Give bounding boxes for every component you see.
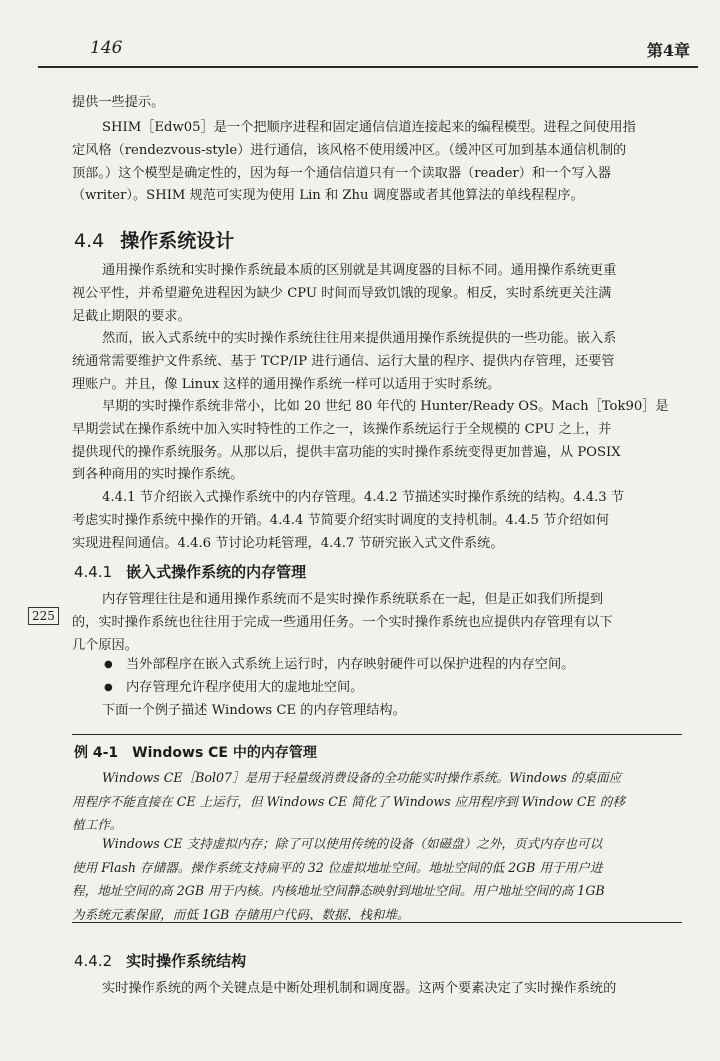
- example-top-rule: [72, 734, 682, 735]
- section-title: 嵌入式操作系统的内存管理: [126, 563, 307, 581]
- text-line: 定风格（rendezvous-style）进行通信，该风格不使用缓冲区。（缓冲区可加到基本通信机制的: [72, 142, 627, 158]
- text-line: 程，地址空间的高 2GB 用于内核。内核地址空间静态映射到地址空间。用户地址空间的高 1GB: [72, 883, 605, 898]
- example-bottom-rule: [72, 922, 682, 923]
- section-number: 4.4: [74, 230, 105, 252]
- text-line: 植工作。: [72, 817, 123, 832]
- chapter-label: 第4章: [646, 41, 690, 60]
- text-line: 4.4.1 节介绍嵌入式操作系统中的内存管理。4.4.2 节描述实时操作系统的结构。4.4.3 节: [102, 490, 625, 505]
- text-line: 统通常需要维护文件系统、基于 TCP/IP 进行通信、运行大量的程序、提供内存管理，还要管: [72, 353, 615, 369]
- header-rule: [38, 66, 698, 68]
- bullet-list: [104, 654, 684, 700]
- section-title: 操作系统设计: [120, 230, 235, 252]
- text-line: 早期尝试在操作系统中加入实时特性的工作之一，该操作系统运行于全规模的 CPU 之上，并: [72, 421, 612, 437]
- text-line: 的，实时操作系统也往往用于完成一些通用任务。一个实时操作系统也应提供内存管理有以下: [72, 614, 613, 630]
- text-line: 理账户。并且，像 Linux 这样的通用操作系统一样可以适用于实时系统。: [72, 376, 501, 392]
- section-number: 4.4.2: [74, 952, 113, 970]
- example-paragraph-2: [72, 832, 682, 926]
- example-heading: Windows CE 中的内存管理: [132, 745, 317, 761]
- text-line: 顶部。）这个模型是确定性的，因为每一个通信信道只有一个读取器（reader）和一个写入器: [72, 165, 612, 181]
- section-title: 实时操作系统结构: [126, 952, 247, 970]
- text-line: 为系统元素保留，而低 1GB 存储用户代码、数据、栈和堆。: [72, 906, 410, 922]
- text-line: 视公平性，并希望避免进程因为缺少 CPU 时间而导致饥饿的现象。相反，实时系统更关注满: [72, 285, 612, 301]
- section-4-4-paragraph-1: [72, 260, 682, 328]
- section-4-4-paragraph-3: [72, 396, 682, 487]
- list-item: ● 当外部程序在嵌入式系统上运行时，内存映射硬件可以保护进程的内存空间。: [104, 654, 684, 677]
- section-heading-4-4-1: [74, 561, 306, 582]
- text-line: 用程序不能直接在 CE 上运行，但 Windows CE 简化了 Windows 应用程序到 Window CE 的移: [72, 793, 625, 809]
- text-line: （writer）。SHIM 规范可实现为使用 Lin 和 Zhu 调度器或者其他算法的单线程程序。: [72, 188, 584, 204]
- text-line: 几个原因。: [72, 637, 138, 653]
- section-number: 4.4.1: [74, 563, 113, 581]
- intro-paragraph-1: [72, 92, 682, 115]
- section-4-4-1-paragraph: [72, 589, 682, 657]
- section-heading-4-4: [74, 226, 234, 253]
- text-line: Windows CE［Bol07］是用于轻量级消费设备的全功能实时操作系统。Windows 的桌面应: [102, 770, 622, 785]
- margin-page-reference: 225: [28, 607, 59, 625]
- example-paragraph-1: [72, 766, 682, 837]
- section-4-4-paragraph-4: [72, 487, 682, 555]
- text-line: Windows CE 支持虚拟内存；除了可以使用传统的设备（如磁盘）之外，页式内存也可以: [102, 836, 603, 851]
- page-number: 146: [90, 38, 123, 58]
- text-line: SHIM［Edw05］是一个把顺序进程和固定通信信道连接起来的编程模型。进程之间使用指: [102, 120, 636, 135]
- after-bullets-text: [72, 700, 682, 723]
- text-line: 提供一些提示。: [72, 95, 165, 110]
- text-line: 通用操作系统和实时操作系统最本质的区别就是其调度器的目标不同。通用操作系统更重: [102, 263, 617, 278]
- section-heading-4-4-2: [74, 950, 246, 971]
- text-line: 使用 Flash 存储器。操作系统支持扁平的 32 位虚拟地址空间。地址空间的低 2GB 用于用户进: [72, 859, 603, 875]
- section-4-4-2-paragraph: [72, 978, 682, 1001]
- text-line: 实时操作系统的两个关键点是中断处理机制和调度器。这两个要素决定了实时操作系统的: [102, 981, 617, 996]
- text-line: 实现进程间通信。4.4.6 节讨论功耗管理，4.4.7 节研究嵌入式文件系统。: [72, 535, 504, 551]
- text-line: 到各种商用的实时操作系统。: [72, 467, 244, 483]
- intro-paragraph-2: [72, 117, 682, 208]
- text-line: 考虑实时操作系统中操作的开销。4.4.4 节简要介绍实时调度的支持机制。4.4.5 节介绍如何: [72, 512, 610, 528]
- text-line: 提供现代的操作系统服务。从那以后，提供丰富功能的实时操作系统变得更加普遍，从 POSIX: [72, 444, 621, 460]
- text-line: 下面一个例子描述 Windows CE 的内存管理结构。: [102, 703, 406, 718]
- text-line: 然而，嵌入式系统中的实时操作系统往往用来提供通用操作系统提供的一些功能。嵌入系: [102, 331, 617, 346]
- list-item: ● 内存管理允许程序使用大的虚地址空间。: [104, 677, 684, 700]
- text-line: 内存管理往往是和通用操作系统而不是实时操作系统联系在一起，但是正如我们所提到: [102, 592, 604, 607]
- example-title: [74, 742, 317, 762]
- example-number: 例 4-1: [74, 745, 119, 761]
- text-line: 足截止期限的要求。: [72, 308, 191, 324]
- text-line: 早期的实时操作系统非常小，比如 20 世纪 80 年代的 Hunter/Ready OS。Mach［Tok90］是: [102, 399, 669, 414]
- section-4-4-paragraph-2: [72, 328, 682, 396]
